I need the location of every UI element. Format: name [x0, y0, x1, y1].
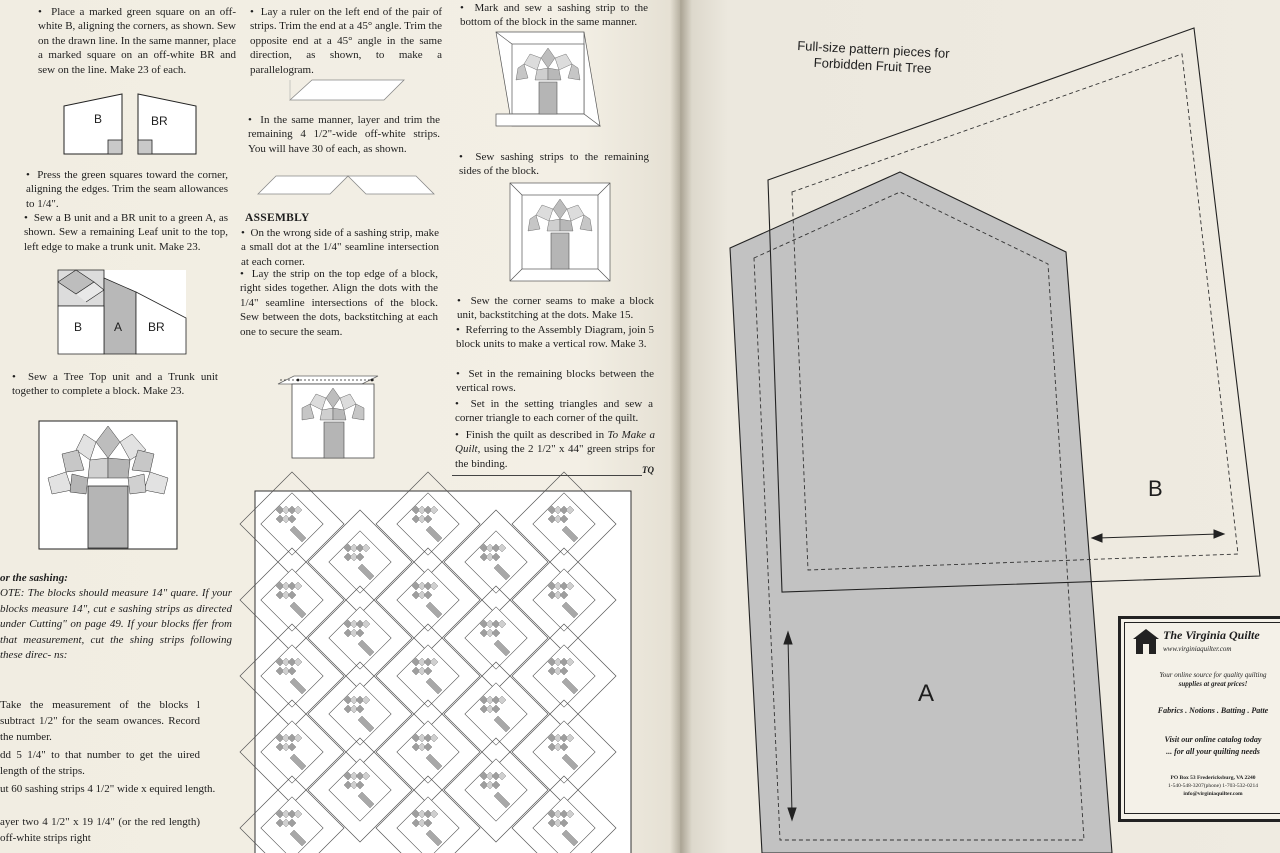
pattern-piece-a [730, 172, 1112, 853]
col3-step5: • Set in the remaining blocks between the vertical rows. [456, 368, 654, 395]
ad-tagline-1: Your online source for quality quilting [1159, 671, 1267, 679]
label-trunk-b: B [74, 320, 83, 334]
ad-address: PO Box 53 Fredericksburg, VA 2240 [1170, 775, 1256, 781]
col1-step1: • Place a marked green square on an off-white B, aligning the corners, as shown. Sew on the drawn line. In the same manner, place a marked square on an off-white BR and sew on the line. Make 23 of each. [38, 6, 236, 76]
ad-email: info@virginiaquilter.com [1183, 791, 1243, 797]
col3-step3: • Sew the corner seams to make a block unit, backstitching at the dots. Make 15. [457, 295, 654, 322]
col3-step1: • Mark and sew a sashing strip to the bottom of the block in the same manner. [460, 2, 648, 28]
col2-step4: • Lay the strip on the top edge of a block, right sides together. Align the dots with the 1/4" seamline intersections of the block. Sew between the dots, backstitching at each one to secure the seam. [240, 268, 438, 338]
label-br: BR [151, 114, 168, 128]
tree-block-diagram [38, 420, 178, 550]
col3-step2: • Sew sashing strips to the remaining sides of the block. [459, 151, 649, 178]
assembly-heading: ASSEMBLY [245, 212, 310, 224]
ad-tagline-2: supplies at great prices! [1178, 680, 1248, 688]
end-mark: TQ [642, 465, 654, 475]
col1-step2: • Press the green squares toward the corner, aligning the edges. Trim the seam allowances to 1/4". [26, 169, 228, 210]
strips-diagram [256, 174, 436, 196]
sashing-s1: Take the measurement of the blocks l subtract 1/2" for the seam owances. Record the number. [0, 699, 200, 743]
pattern-label-b: B [1148, 476, 1163, 501]
strip-on-block-diagram [276, 374, 384, 460]
pattern-title: Full-size pattern pieces for Forbidden Fruit Tree [796, 38, 950, 77]
ad-cta-2: ... for all your quilting needs [1166, 747, 1260, 756]
ad-categories: Fabrics . Notions . Batting . Patte [1157, 706, 1269, 715]
house-logo-icon [1131, 627, 1161, 655]
end-rule [452, 475, 642, 476]
virginia-quilter-ad [1118, 616, 1280, 822]
b-br-units-diagram [62, 92, 202, 158]
block-with-all-sashing [508, 181, 612, 283]
book-gutter [670, 0, 692, 853]
ad-cta-1: Visit our online catalog today [1164, 735, 1262, 744]
label-b: B [94, 112, 103, 126]
col2-step3: • On the wrong side of a sashing strip, make a small dot at the 1/4" seamline intersection at each corner. [241, 227, 439, 268]
sashing-s2: dd 5 1/4" to that number to get the uired length of the strips. [0, 749, 200, 777]
col2-step2: • In the same manner, layer and trim the remaining 4 1/2"-wide off-white strips. You will have 30 of each, as shown. [248, 114, 440, 155]
label-trunk-br: BR [148, 320, 165, 334]
sashing-s4: ayer two 4 1/2" x 19 1/4" (or the red length) off-white strips right [0, 816, 200, 844]
ad-phone: 1-540-548-3207(phone) 1-703-532-0214 [1168, 783, 1258, 789]
sashing-s3: ut 60 sashing strips 4 1/2" wide x equired length. [0, 783, 216, 795]
col3-step6: • Set in the setting triangles and sew a corner triangle to each corner of the quilt. [455, 398, 653, 425]
sashing-heading: or the sashing: [0, 572, 68, 584]
quilt-assembly-diagram [254, 490, 632, 853]
label-trunk-a: A [114, 320, 123, 334]
col1-step3: • Sew a B unit and a BR unit to a green A, as shown. Sew a remaining Leaf unit to the top, left edge to make a trunk unit. Make 23. [24, 212, 228, 253]
ad-url: www.virginiaquilter.com [1163, 645, 1232, 653]
parallelogram-diagram [288, 78, 408, 102]
col2-step1: • Lay a ruler on the left end of the pair of strips. Trim the end at a 45° angle. Trim the opposite end at a 45° angle in the same direction, as shown, to make a parallelogram. [250, 6, 442, 76]
ad-brand: The Virginia Quilte [1163, 628, 1260, 642]
trunk-unit-diagram [56, 268, 188, 356]
col3-step7: • Finish the quilt as described in To Make a Quilt, using the 2 1/2" x 44" green strips for the binding. [455, 429, 655, 470]
col1-step4: • Sew a Tree Top unit and a Trunk unit together to complete a block. Make 23. [12, 371, 218, 398]
pattern-label-a: A [918, 680, 935, 707]
col3-step4: • Referring to the Assembly Diagram, join 5 block units to make a vertical row. Make 3. [456, 324, 654, 351]
block-with-bottom-sashing [494, 30, 602, 130]
sashing-note: OTE: The blocks should measure 14" quare. If your blocks measure 14", cut e sashing strips as directed under Cutting" on page 49. If your blocks ffer from that measurement, cut the shing strips following these direc- ns: [0, 587, 232, 662]
